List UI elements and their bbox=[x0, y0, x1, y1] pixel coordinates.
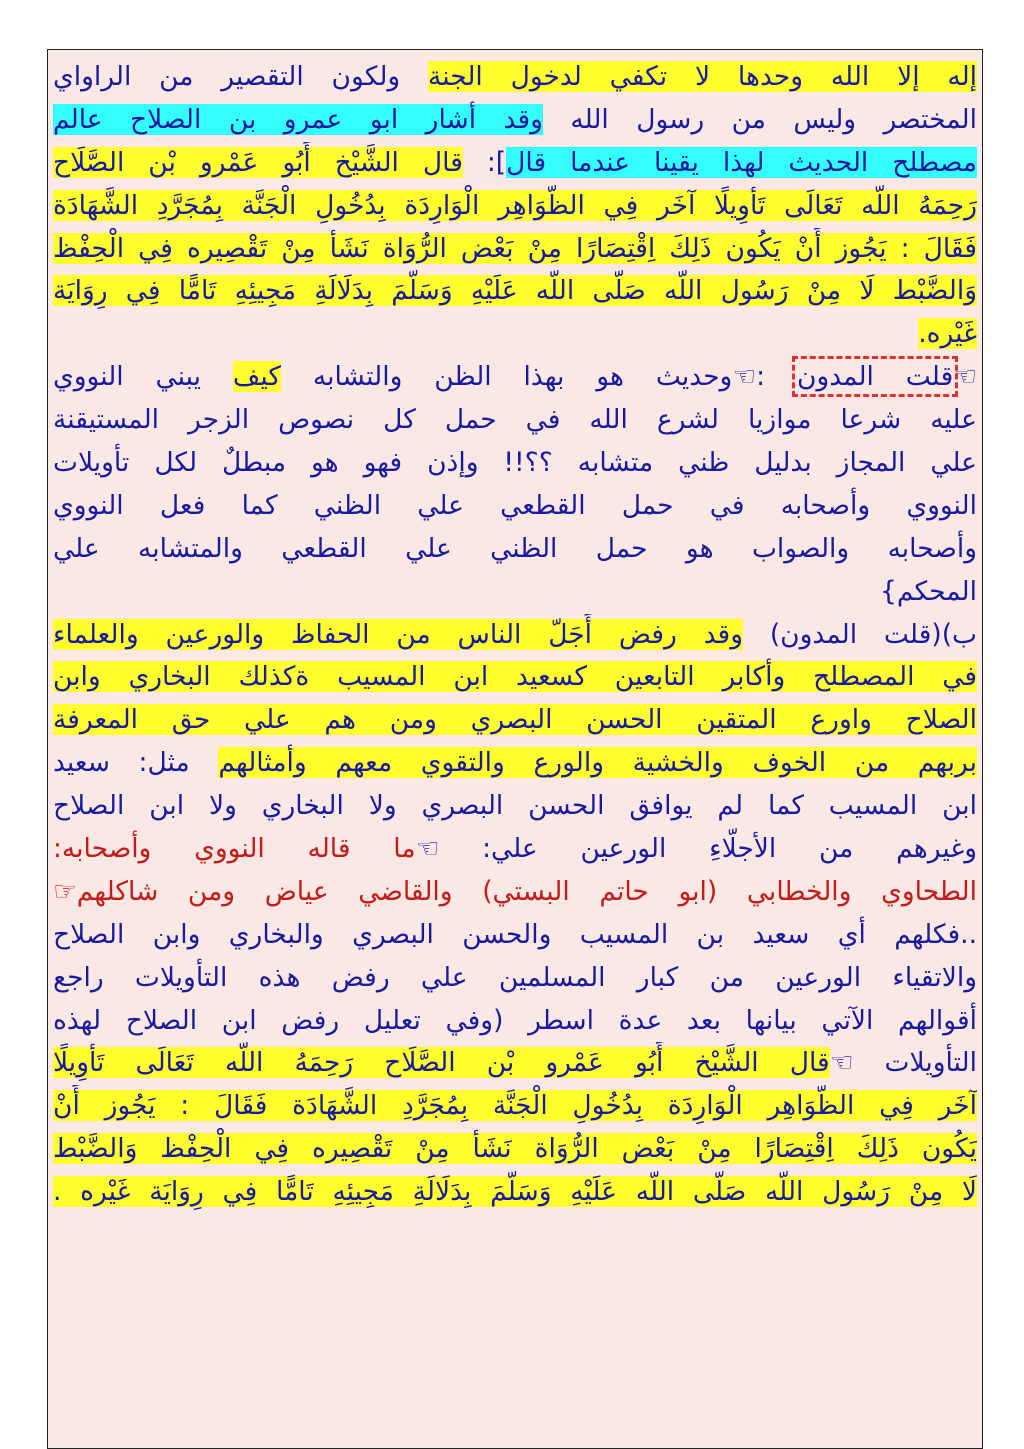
text-line: علي المجاز بدليل ظني متشابه ؟؟!! وإذن فهو هو مبطلٌ لكل تأويلات bbox=[53, 447, 977, 479]
text-line bbox=[53, 313, 977, 356]
highlighted-text: مصطلح الحديث لهذا يقينا عندما قال bbox=[506, 146, 977, 178]
text-line bbox=[53, 270, 977, 313]
highlighted-text: آخَر فِي الظَّوَاهِر الْوَارِدَة بِدُخُولِ الْجَنَّة بِمُجَرَّدِ الشَّهَادَة فَقَالَ : يَجُوز أَنْ bbox=[53, 1090, 977, 1122]
highlighted-text: رَحِمَهُ اللَّه تَعَالَى تَأْوِيلًا آخَر فِي الظَّوَاهِر الْوَارِدَة بِدُخُولِ الْجَنَّة بِمُجَرَّدِ الشَّهَادَة bbox=[53, 189, 977, 221]
text-line bbox=[53, 1042, 977, 1085]
text-segment: وحديث هو بهذا الظن والتشابه bbox=[280, 361, 733, 393]
text-line: المحكم} bbox=[880, 575, 977, 607]
text-line bbox=[53, 656, 977, 699]
text-segment: مثل: سعيد bbox=[53, 747, 219, 779]
text-line bbox=[53, 699, 977, 742]
text-segment: يبني النووي bbox=[53, 361, 233, 393]
text-line: ابن المسيب كما لم يوافق الحسن البصري ولا البخاري ولا ابن الصلاح bbox=[53, 790, 977, 822]
text-line bbox=[53, 1085, 977, 1128]
text-segment: وغيرهم من الأجلَّاءِ الورعين علي: ☜ bbox=[415, 833, 977, 865]
document-body bbox=[53, 56, 977, 1214]
boxed-label: قلت المدون bbox=[796, 361, 954, 393]
text-line bbox=[53, 1171, 977, 1214]
text-line bbox=[53, 142, 977, 185]
text-line bbox=[53, 614, 977, 657]
text-line bbox=[53, 228, 977, 271]
text-segment: :☜ bbox=[732, 361, 797, 393]
highlighted-text: وقد رفض أَجَلّ الناس من الحفاظ والورعين والعلماء bbox=[53, 618, 743, 650]
text-line: ..فكلهم أي سعيد بن المسيب والحسن البصري والبخاري وابن الصلاح bbox=[53, 918, 977, 950]
text-line bbox=[53, 742, 977, 785]
highlighted-text: غَيْره. bbox=[918, 318, 977, 350]
highlighted-text: قال الشَّيْخ أَبُو عَمْرو بْن الصَّلَاح رَحِمَهُ اللَّه تَعَالَى تَأْوِيلًا bbox=[53, 1047, 830, 1079]
highlighted-text: إله إلا الله وحدها لا تكفي لدخول الجنة bbox=[428, 61, 977, 92]
text-line bbox=[53, 1128, 977, 1171]
text-segment: ولكون التقصير من الراواي bbox=[53, 61, 429, 92]
highlighted-text: في المصطلح وأكابر التابعين كسعيد ابن المسيب ةكذلك البخاري وابن bbox=[53, 661, 977, 693]
text-line bbox=[53, 185, 977, 228]
text-segment: المختصر وليس من رسول الله bbox=[542, 103, 977, 135]
highlighted-text: كيف bbox=[232, 361, 281, 393]
highlighted-text: بربهم من الخوف والخشية والورع والتقوي معهم وأمثالهم bbox=[218, 747, 977, 779]
highlighted-text: قال الشَّيْخ أَبُو عَمْرو بْن الصَّلَاح bbox=[53, 146, 463, 178]
highlighted-text: لَا مِنْ رَسُول اللَّه صَلَّى اللَّه عَلَيْهِ وَسَلَّمَ بِدَلَالَةِ مَجِيئِهِ تَامًّا فِي رِوَايَة غَيْره . bbox=[53, 1176, 977, 1208]
text-line: والاتقياء الورعين من كبار المسلمين علي رفض هذه التأويلات راجع bbox=[53, 961, 977, 993]
text-line: أقوالهم الآتي بيانها بعد عدة اسطر (وفي تعليل رفض ابن الصلاح لهذه bbox=[53, 1004, 977, 1036]
page-frame bbox=[47, 49, 983, 1449]
text-line: وأصحابه والصواب هو حمل الظني علي القطعي والمتشابه علي bbox=[53, 532, 977, 564]
text-line bbox=[53, 356, 977, 399]
text-line bbox=[53, 56, 977, 99]
text-line bbox=[53, 828, 977, 871]
text-segment: ب)(قلت المدون) bbox=[743, 618, 977, 650]
red-text: الطحاوي والخطابي (ابو حاتم البستي) والقاضي عياض ومن شاكلهم☞ bbox=[53, 875, 977, 907]
highlighted-text: الصلاح واورع المتقين الحسن البصري ومن هم علي حق المعرفة bbox=[53, 704, 977, 736]
pointing-hand-icon: ☜ bbox=[953, 361, 977, 393]
highlighted-text: وقد أشار ابو عمرو بن الصلاح عالم bbox=[53, 103, 543, 135]
highlighted-text: فَقَالَ : يَجُوز أَنْ يَكُون ذَلِكَ اِقْتِصَارًا مِنْ بَعْض الرُّوَاة نَشَأَ مِنْ تَقْصِيره فِي الْحِفْظ bbox=[53, 232, 977, 264]
text-segment: ]: bbox=[462, 146, 507, 178]
red-text: ما قاله النووي وأصحابه: bbox=[53, 833, 416, 865]
text-segment: التأويلات ☜ bbox=[829, 1047, 977, 1079]
highlighted-text: وَالضَّبْط لَا مِنْ رَسُول اللَّه صَلَّى اللَّه عَلَيْهِ وَسَلَّمَ بِدَلَالَةِ مَجِيئِهِ تَامًّا فِي رِوَايَة bbox=[53, 275, 977, 307]
text-line bbox=[53, 99, 977, 142]
text-line: عليه شرعا موازيا لشرع الله في حمل كل نصوص الزجر المستيقنة bbox=[53, 404, 977, 436]
text-line bbox=[53, 871, 977, 914]
text-line: النووي وأصحابه في حمل القطعي علي الظني كما فعل النووي bbox=[53, 489, 977, 521]
highlighted-text: يَكُون ذَلِكَ اِقْتِصَارًا مِنْ بَعْض الرُّوَاة نَشَأَ مِنْ تَقْصِيره فِي الْحِفْظ وَالضَّبْط bbox=[53, 1133, 977, 1165]
